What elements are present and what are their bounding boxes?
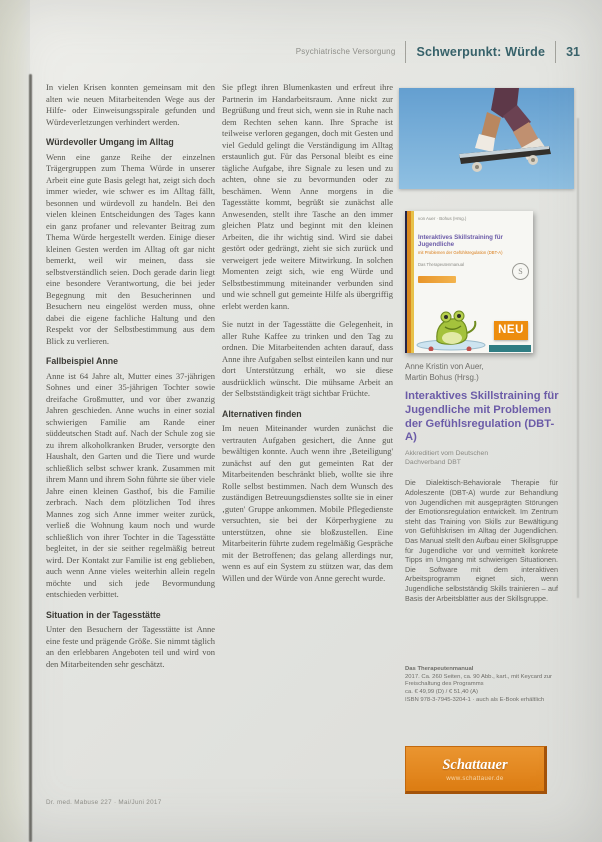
section-heading: Situation in der Tagesstätte: [46, 609, 161, 620]
publisher-seal-icon: S: [512, 263, 529, 280]
ad-author-line: Martin Bohus (Hrsg.): [405, 372, 479, 382]
paragraph: Sie nutzt in der Tagesstätte die Gelegenheit, in aller Ruhe Kaffee zu trinken und den Tag zu ordnen. Die Mitarbeitenden achten darauf, dass Anne ihre Aufgaben selbst einteilen kann und nur dort Unterstützung erhält, wo sie diese ausdrücklich wünscht. Die mühsame Arbeit an der Selbstständigkeit trägt sichtbar Früchte.: [222, 319, 393, 398]
paragraph: Im neuen Miteinander wurden zunächst die vertrauten Aufgaben gesichert, die Anne gut bewältigen konnte. Auch wenn ihre ‚Beteiligung' zunächst auf den gut gemeinten Rat der Mitarbeitenden beschränkt blieb, wollte sie ihre Rolle selbst bestimmen. Nach dem Wunsch des zuständigen Betreuungsdienstes sollte sie in einer ‚guten' Gruppe ankommen. Mobile Pflegedienste versuchten, sie bei der Körperhygiene zu unterstützen, ohne sie bloßzustellen. Eine Mitarbeiterin führte zudem regelmäßig Gespräche mit der Betroffenen; das gelang allerdings nur, wenn es auf ein System zu stützen war, das dem Willen und der Würde von Anne gerecht wurde.: [222, 423, 393, 583]
page-header: [46, 40, 580, 64]
scan-edge-line-right: [577, 118, 579, 598]
keycard-strip: [418, 276, 456, 283]
ad-order-label: Das Therapeutenmanual: [405, 666, 474, 672]
ad-authors: [405, 362, 576, 383]
neu-badge: NEU: [494, 321, 528, 340]
ad-description: Die Dialektisch-Behaviorale Therapie für Adoleszente (DBT-A) wurde zur Behandlung von Jugendlichen mit ausgeprägten Störungen der Emotionsregulation entwickelt. Im Zentrum steht das Training von Skills zur Bewältigung von Gefühlskrisen im Alltag der Jugendlichen. Das Manual stellt den Aufbau einer Skillsgruppe für Jugendliche vor und vermittelt konkrete Tipps im Umgang mit schwierigen Situationen. Die Software mit dem interaktiven Arbeitsprogramm eignet sich, wenn Jugendliche selbstständig Skills trainieren – auf Basis der Arbeitsblätter aus der Skillsgruppe.: [405, 478, 558, 603]
ad-author-line: Anne Kristin von Auer,: [405, 362, 484, 371]
article-columns: [46, 82, 393, 808]
journal-footer: Dr. med. Mabuse 227 · Mai/Juni 2017: [46, 799, 162, 806]
section-heading: Würdevoller Umgang im Alltag: [46, 137, 174, 147]
ad-order-info: [405, 666, 557, 705]
publisher-name: Schattauer: [442, 756, 508, 773]
cover-title: Interaktives Skillstraining für Jugendliche: [418, 233, 503, 248]
frog-mascot-illustration: [411, 305, 497, 351]
section-heading: Fallbeispiel Anne: [46, 356, 119, 366]
header-section-label: Psychiatrische Versorgung: [295, 47, 396, 56]
scan-gutter: [0, 0, 30, 842]
publisher-url: www.schattauer.de: [446, 775, 504, 782]
ad-order-line: ca. € 49,99 (D) / € 51,40 (A): [405, 689, 479, 696]
ad-book-title: Interaktives Skillstraining für Jugendliche mit Problemen der Gefühlsregulation (DBT-A): [405, 390, 559, 444]
article-column-2: [222, 82, 393, 808]
ad-accreditation: Akkreditiert vom Deutschen Dachverband DBT: [405, 450, 489, 466]
cover-subtitle: mit Problemen der Gefühlsregulation (DBT-A): [418, 250, 503, 256]
section-heading: Alternativen finden: [222, 408, 302, 419]
cover-edition-line: Das Therapeutenmanual: [418, 261, 465, 267]
scan-edge-line-left: [29, 74, 32, 842]
paragraph: Anne ist 64 Jahre alt, Mutter eines 37-jährigen Sohnes und einer 35-jährigen Tochter sowie dreifache Großmutter, und vor über zwanzig Jahren geschieden. Anne wuchs in einer sozial schwierigen Familie am Rande einer süddeutschen Stadt auf. Nach der Schule zog sie zu ihrem alkoholkranken Bruder, versorgte den Haushalt, den Garten und die Tiere und wurde schließlich selbst schwer krank. Zusammen mit ihrem Mann und ihrem Sohn führte sie über viele Jahre einen kleinen Gasthof, bis die Familie zerbrach. Nach dem plötzlichen Tod ihres Mannes zog sich Anne immer weiter zurück, verließ die Wohnung kaum noch und wurde schließlich von ihrer Tochter in die Tagesstätte begleitet, in der sie seither regelmäßig betreut wird. Der Kontakt zur Familie ist eng geblieben, auch wenn Anne vieles weiterhin allein regeln möchte und sich jede Bevormundung entschieden verbittet.: [46, 370, 215, 599]
paragraph: In vielen Krisen konnten gemeinsam mit den alten wie neuen Mitarbeitenden Wege aus der Hilfe- oder Einweisungsspirale gefunden und Würdeverletzungen verhindert werden.: [46, 82, 215, 127]
page-number: 31: [566, 45, 580, 59]
cover-teal-bar: [489, 345, 531, 352]
ad-order-line: ISBN 978-3-7945-3204-1 · auch als E-Book erhältlich: [405, 696, 545, 703]
book-cover: [405, 211, 533, 353]
paragraph: Wenn eine ganze Reihe der einzelnen Trägergruppen zum Thema Würde in unserer Arbeit eine gute Basis gelegt hat, zeigt sich doch immer wieder, wie schwer es im Alltag fällt, besonnen und würdevoll zu handeln. Bei den vielen kleinen Entscheidungen des Tages kann ein ganz profaner und relevanter Beitrag zum Thema Würde hergestellt werden. Einige dieser kleinen Gesten werden im Alltag oft gar nicht bemerkt, weil wir meinen, dass sie selbstverständlich seien. Doch gerade darin liegt eine besondere Verantwortung, die bei jeder Begegnung mit den Besucherinnen und Besuchern neu eingelöst werden muss, ohne dabei die eigene fachliche Haltung und den Respekt vor der Selbstbestimmung aus dem Blick zu verlieren.: [46, 151, 215, 346]
paragraph: Unter den Besuchern der Tagesstätte ist Anne eine feste und prägende Größe. Sie nimmt täglich an den erlebbaren Angeboten teil und wird von den Mitarbeitenden sehr geschätzt.: [46, 624, 215, 669]
paragraph: Sie pflegt ihren Blumenkasten und erfreut ihre Partnerin im Handarbeitsraum. Anne nickt zur Begrüßung und freut sich, wenn sie in Ruhe nach dem Rechten sehen kann. Ihre Sprache ist teilweise verloren gegangen, doch mit Gesten und viel Geduld gelingt die Verständigung im Alltag erstaunlich gut. Für das Personal bleibt es eine tägliche Aufgabe, ihre Signale zu lesen und zu achten, ohne sie zu bevormunden oder zu beschämen. Wenn Anne morgens in die Tagesstätte kommt, begrüßt sie zunächst alle Anwesenden, stellt ihre Tasche an den immer gleichen Platz und beginnt mit den kleinen Arbeiten, die ihr wichtig sind. Wird sie dabei gestört oder gedrängt, zieht sie sich zurück und verweigert jede weitere Mitwirkung. In solchen Momenten zeigt sich, wie eng Würde und Selbstbestimmung miteinander verbunden sind und wie schnell gut gemeinte Hilfe als übergriffig erlebt werden kann.: [222, 82, 393, 311]
cover-author-line: von Auer · Bohus (Hrsg.): [418, 216, 467, 221]
article-column-1: [46, 82, 215, 808]
skateboarder-photo: [399, 88, 574, 189]
header-topic-label: Schwerpunkt: Würde: [416, 45, 546, 59]
ad-order-line: 2017. Ca. 260 Seiten, ca. 90 Abb., kart., mit Keycard zur Freischaltung des Programms: [405, 673, 553, 688]
schattauer-logo: [405, 746, 547, 794]
book-advertisement: [399, 88, 576, 828]
